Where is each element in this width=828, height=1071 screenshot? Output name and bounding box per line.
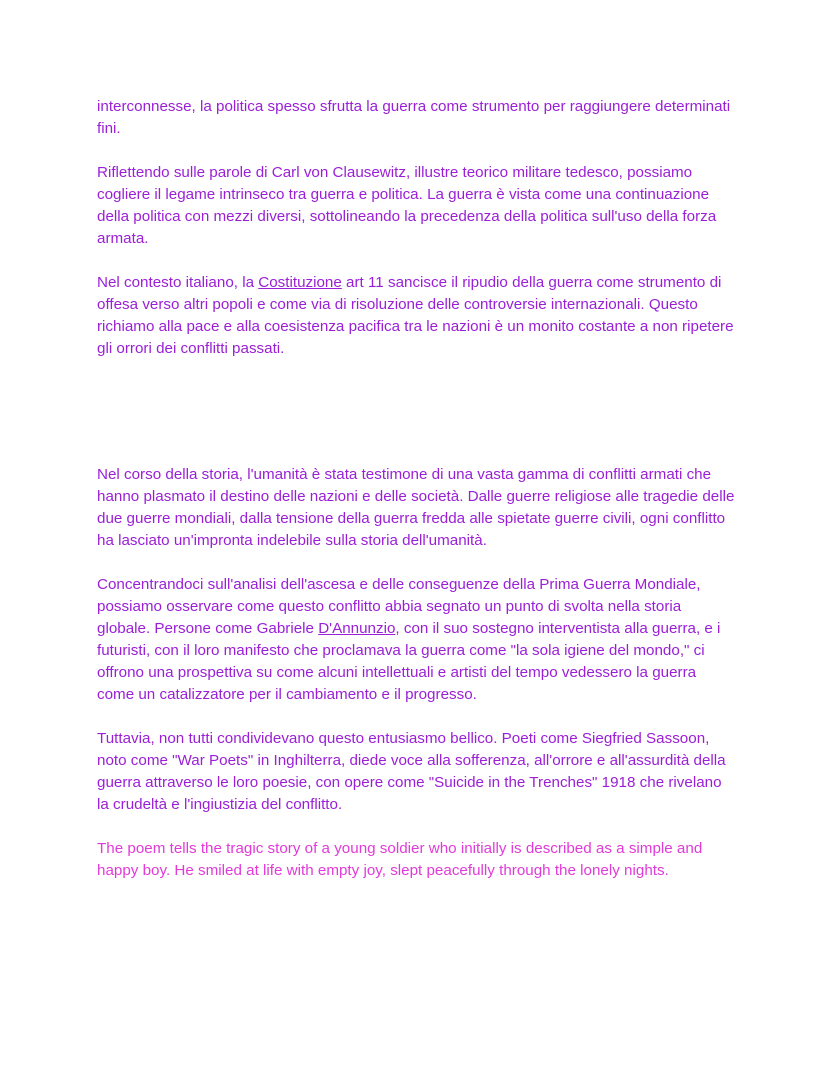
paragraph-clausewitz: Riflettendo sulle parole di Carl von Clausewitz, illustre teorico militare tedesco, possiamo cogliere il legame intrinseco tra guerra e politica. La guerra è vista come una continuazione della politica con mezzi diversi, sottolineando la precedenza della politica sull'uso della forza armata. <box>97 164 717 247</box>
text-block-bottom <box>97 464 737 882</box>
paragraph-first-world-war-start: Concentrandoci sull'analisi dell'ascesa e delle conseguenze della Prima Guerra Mondiale, possiamo osservare come questo conflitto abbia segnato un punto di svolta nella storia globale. Persone come Gabriele <box>97 576 701 637</box>
paragraph-war-poets: Tuttavia, non tutti condividevano questo entusiasmo bellico. Poeti come Siegfried Sassoon, noto come "War Poets" in Inghilterra, diede voce alla sofferenza, all'orrore e all'assurdità della guerra attraverso le loro poesie, con opere come "Suicide in the Trenches" 1918 che rivelano la crudeltà e l'ingiustizia del conflitto. <box>97 730 726 813</box>
paragraph-costituzione-end: art 11 sancisce il ripudio della guerra come strumento di offesa verso altri popoli e come via di risoluzione delle controversie internazionali. Questo richiamo alla pace e alla coesistenza pacifica tra le nazioni è un monito costante a non ripetere gli orrori dei conflitti passati. <box>97 274 734 357</box>
paragraph-politics: interconnesse, la politica spesso sfrutta la guerra come strumento per raggiungere determinati fini. <box>97 98 731 137</box>
text-block-top <box>97 96 737 360</box>
paragraph-first-world-war <box>97 574 737 706</box>
paragraph-costituzione-start: Nel contesto italiano, la <box>97 274 259 291</box>
paragraph-costituzione <box>97 272 737 360</box>
costituzione-link[interactable]: Costituzione <box>258 274 342 291</box>
paragraph-first-world-war-end: , con il suo sostegno interventista alla guerra, e i futuristi, con il loro manifesto che proclamava la guerra come "la sola igiene del mondo," ci offrono una prospettiva su come alcuni intellettuali e artisti del tempo vedessero la guerra come un catalizzatore per il cambiamento e il progresso. <box>97 620 721 703</box>
paragraph-history: Nel corso della storia, l'umanità è stata testimone di una vasta gamma di conflitti armati che hanno plasmato il destino delle nazioni e delle società. Dalle guerre religiose alle tragedie delle due guerre mondiali, dalla tensione della guerra fredda alle spietate guerre civili, ogni conflitto ha lasciato un'impronta indelebile sulla storia dell'umanità. <box>97 466 735 549</box>
paragraph-poem-summary: The poem tells the tragic story of a young soldier who initially is described as a simple and happy boy. He smiled at life with empty joy, slept peacefully through the lonely nights. <box>97 840 703 879</box>
dannunzio-link[interactable]: D'Annunzio <box>318 620 396 637</box>
